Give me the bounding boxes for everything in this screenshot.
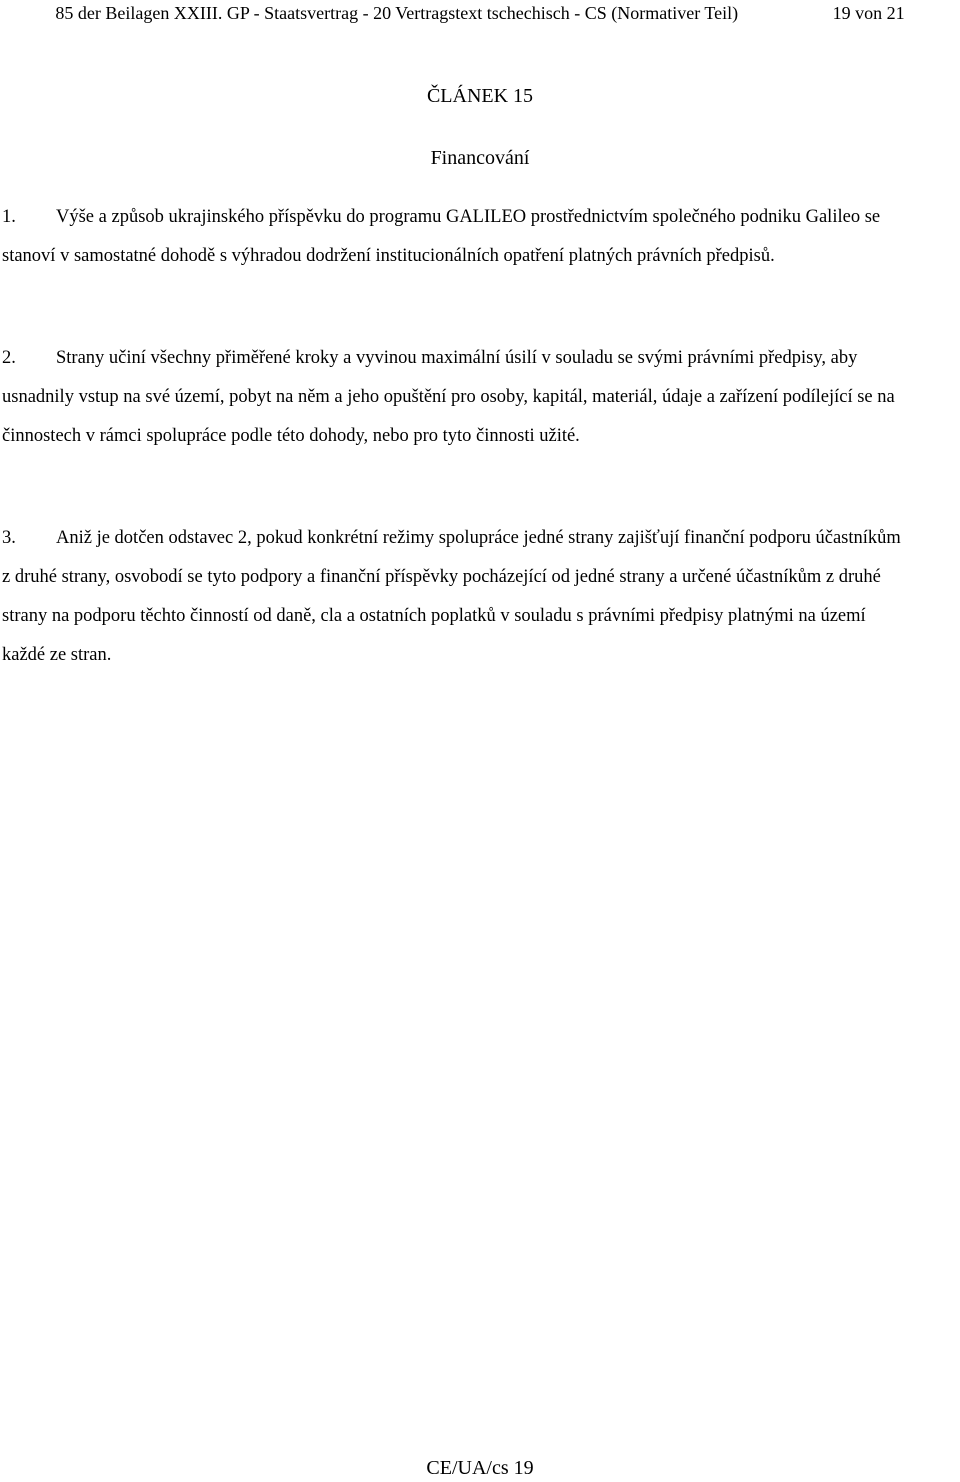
paragraph-text: Aniž je dotčen odstavec 2, pokud konkrétní režimy spolupráce jedné strany zajišťují finanční podporu účastníkům z druhé strany, osvobodí se tyto podpory a finanční příspěvky pocházející od jedné strany a určené účastníkům z druhé strany na podporu těchto činností od daně, cla a ostatních poplatků v souladu s právními předpisy platnými na území každé ze stran. [2, 528, 901, 665]
paragraph-number: 3. [2, 528, 16, 548]
paragraph-text: Strany učiní všechny přiměřené kroky a vyvinou maximální úsilí v souladu se svými právními předpisy, aby usnadnily vstup na své území, pobyt na něm a jeho opuštění pro osoby, kapitál, materiál, údaje a zařízení podílející se na činnostech v rámci spolupráce podle této dohody, nebo pro tyto činnosti užité. [2, 348, 895, 446]
article-title: ČLÁNEK 15 [426, 85, 534, 107]
paragraph-3 [2, 519, 910, 675]
paragraph-number: 1. [2, 207, 16, 227]
paragraph-1 [2, 198, 910, 276]
page-footer: CE/UA/cs 19 [426, 1457, 534, 1479]
paragraph-text: Výše a způsob ukrajinského příspěvku do programu GALILEO prostřednictvím společného podniku Galileo se stanoví v samostatné dohodě s výhradou dodržení institucionálních opatření platných právních předpisů. [2, 207, 881, 266]
paragraph-2 [2, 339, 910, 456]
header-page-number: 19 von 21 [832, 3, 905, 23]
article-subtitle: Financování [430, 147, 530, 169]
page-header [0, 2, 960, 24]
paragraph-number: 2. [2, 348, 16, 368]
header-spacer [743, 3, 829, 23]
header-text: 85 der Beilagen XXIII. GP - Staatsvertrag - 20 Vertragstext tschechisch - CS (Normativer Teil) [55, 3, 739, 23]
